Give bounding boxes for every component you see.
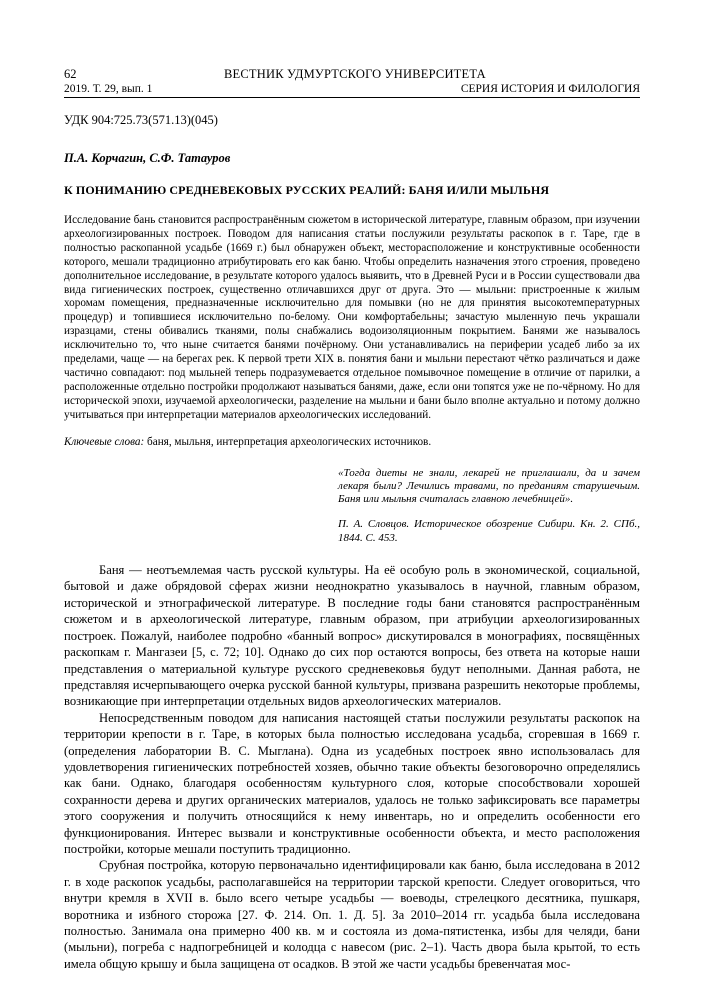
article-body [64,562,640,972]
series-title: СЕРИЯ ИСТОРИЯ И ФИЛОЛОГИЯ [460,83,640,95]
body-paragraph: Срубная постройка, которую первоначально идентифицировали как баню, была исследована в 2012 г. в ходе раскопок усадьбы, располагавшейся на территории тарской крепости. Следует оговориться, что внутри кремля в XVII в. было всего четыре усадьбы — воеводы, стрелецкого десятника, пушкаря, воротника и избного сторожа [27. Ф. 214. Оп. 1. Д. 5]. За 2010–2014 гг. усадьба была исследована полностью. Занимала она примерно 400 кв. м и состояла из дома-пятистенка, избы для челяди, бани (мыльни), погреба с надпогребницей и колодца с навесом (рис. 2–1). Часть двора была крытой, то есть имела общую крышу и была защищена от осадков. В этой же части усадьбы бревенчатая мос- [64,858,640,971]
keywords-label: Ключевые слова: [64,435,145,448]
authors: П.А. Корчагин, С.Ф. Татауров [64,151,231,165]
epigraph [338,467,640,545]
epigraph-quote: «Тогда диеты не знали, лекарей не приглашали, да и зачем лекаря были? Лечились травами, по преданиям старушечьим. Баня или мыльня считалась главною лечебницей». [338,466,640,506]
article-page [64,66,640,972]
running-header [64,66,640,82]
article-title: К ПОНИМАНИЮ СРЕДНЕВЕКОВЫХ РУССКИХ РЕАЛИЙ: БАНЯ И/ИЛИ МЫЛЬНЯ [64,183,550,197]
keywords [64,435,640,449]
keywords-text: баня, мыльня, интерпретация археологических источников. [144,435,432,448]
abstract: Исследование бань становится распространённым сюжетом в исторической литературе, главным образом, при изучении археологизированных построек. Поводом для написания статьи послужили результаты раскопок в г. Таре, где в полностью раскопанной усадьбе (1669 г.) был обнаружен объект, месторасположение и конструктивные особенности которого, мешали традиционно атрибутировать его как баню. Чтобы определить назначения этого строения, проведено дополнительное исследование, в результате которого удалось выявить, что в Древней Руси и в России существовали два вида гигиенических построек, существенно отличавшихся друг от друга. Это — мыльни: пристроенные к жилым хоромам помещения, предназначенные исключительно для помывки (но не для принятия высокотемпературных процедур) и топившиеся исключительно по-белому. Они комфортабельны; зачастую мыленную печь украшали изразцами, стены обивались тканями, полы снабжались водоизоляционным покрытием. Банями же называлось исключительно то, что ныне считается банями почёрному. Они устанавливались на периферии усадеб либо за их пределами, чаще — на берегах рек. К первой трети XIX в. понятия бани и мыльни перестают чётко различаться и даже частично совпадают: под мыльней теперь подразумевается отдельное помывочное помещение в отличие от парилки, а расположенные отдельно постройки продолжают называться банями, даже, если они топятся уже не по-чёрному. Но для исторической эпохи, изучаемой археологически, разделение на мыльни и бани было вполне актуально и потому должно учитываться при интерпретации материалов археологических исследований. [64,214,640,421]
udk-code: УДК 904:725.73(571.13)(045) [64,113,218,127]
body-paragraph: Баня — неотъемлемая часть русской культуры. На её особую роль в экономической, социальной, бытовой и даже обрядовой сферах жизни неоднократно указывалось в научной, главным образом, исторической и этнографической литературе. В последние годы бани становятся распространённым сюжетом и в археологической литературе, главным образом, при атрибуции археологизированных построек. Пожалуй, наиболее подробно «банный вопрос» дискутировался в монографиях, посвящённых раскопкам г. Мангазеи [5, с. 72; 10]. Однако до сих пор остаются вопросы, без ответа на которые наши представления о материальной культуре русского средневековья будут неполными. Данная работа, не представляя исчерпывающего очерка русской банной культуры, призвана разрешить некоторые проблемы, возникающие при интерпретации отдельных видов археологических материалов. [64,563,640,709]
epigraph-source: П. А. Словцов. Историческое обозрение Сибири. Кн. 2. СПб., 1844. С. 453. [338,518,640,544]
body-paragraph: Непосредственным поводом для написания настоящей статьи послужили результаты раскопок на территории крепости в г. Таре, в которых была полностью исследована усадьба, сгоревшая в 1669 г. (определения лаборатории В. С. Мыглана). Одна из усадебных построек явно использовалась для удовлетворения гигиенических потребностей хозяев, обычно такие объекты безоговорочно определялись как бани. Однако, благодаря особенностям культурного слоя, которые способствовали хорошей сохранности дерева и других органических материалов, удалось не только зафиксировать все параметры этого сооружения и получить относящийся к нему инвентарь, но и определить особенности его функционирования. Интерес вызвали и конструктивные особенности объекта, и место расположения постройки, которые мешали поступить традиционно. [64,710,640,856]
page-number: 62 [64,67,77,81]
issue-info: 2019. Т. 29, вып. 1 [64,83,153,95]
running-subheader [64,82,640,98]
journal-title: ВЕСТНИК УДМУРТСКОГО УНИВЕРСИТЕТА [224,67,486,81]
